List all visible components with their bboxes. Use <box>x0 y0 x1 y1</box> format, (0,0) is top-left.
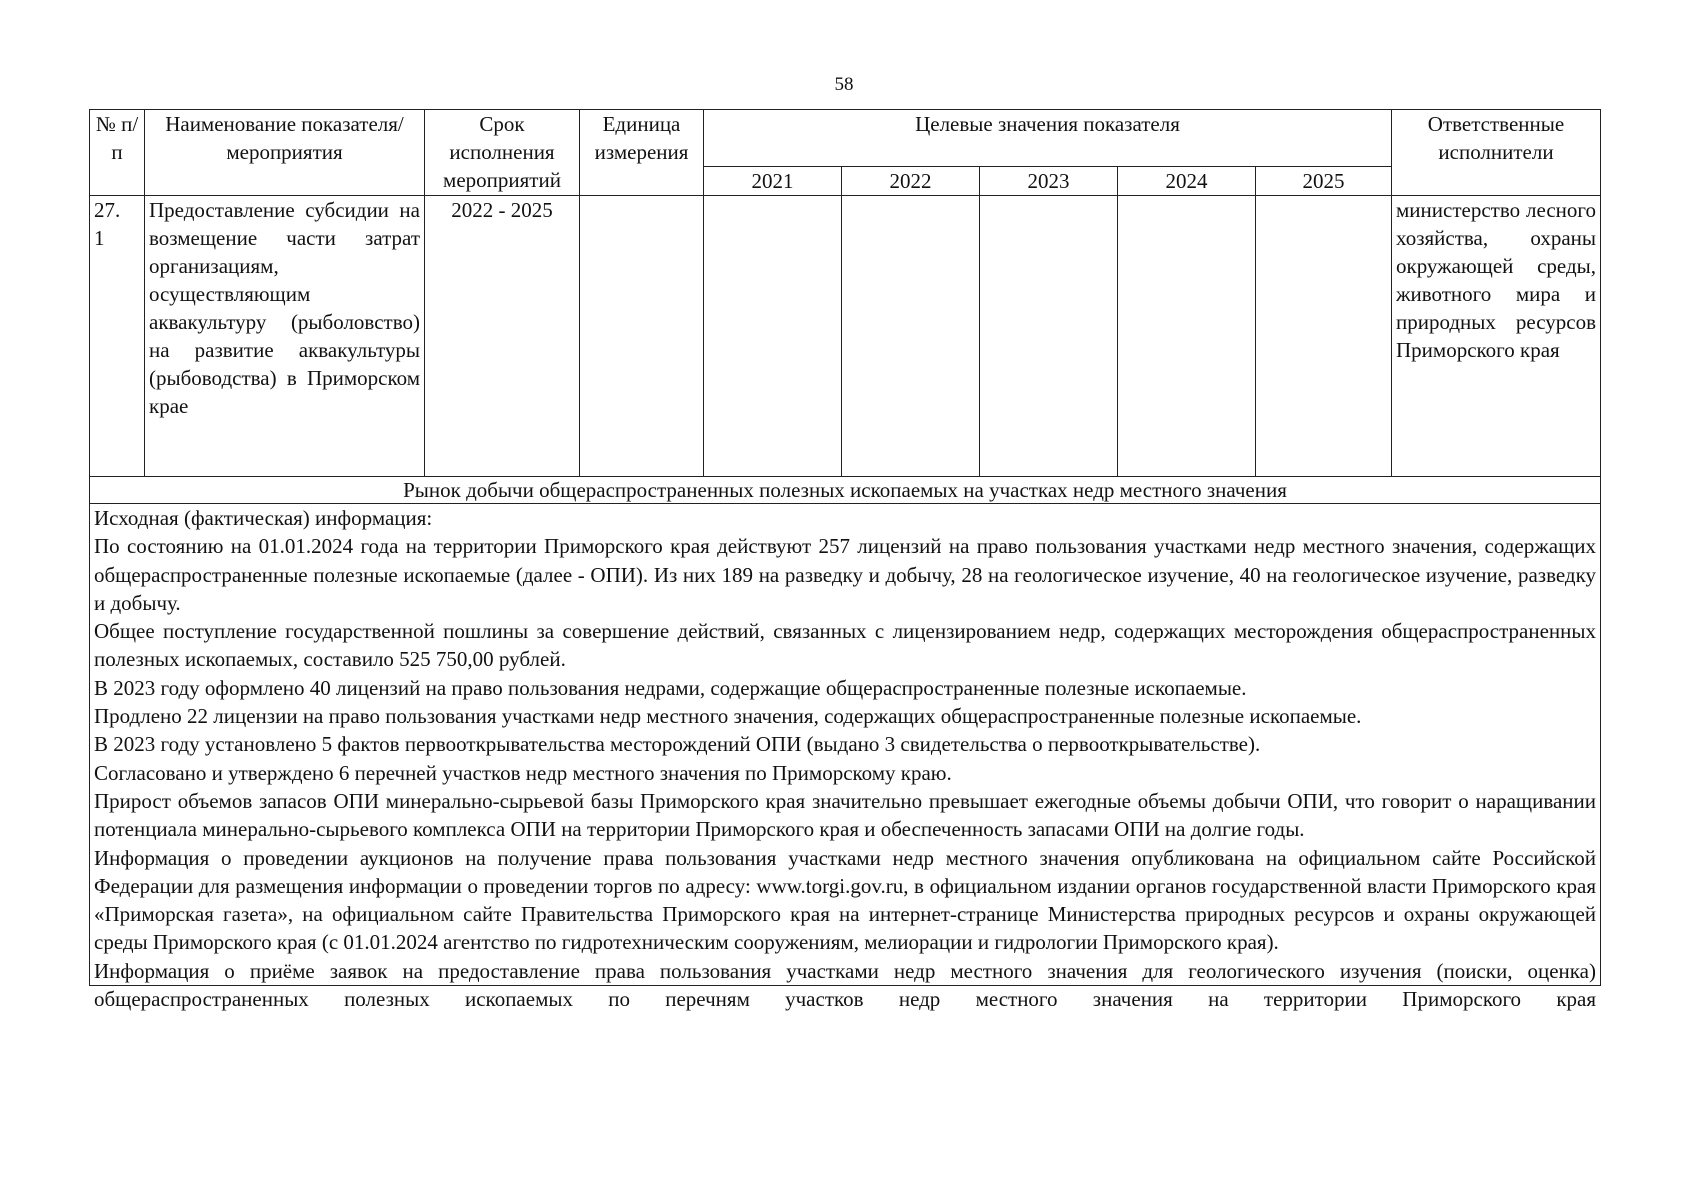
header-row <box>90 110 1601 167</box>
info-paragraph: Согласовано и утверждено 6 перечней участков недр местного значения по Приморскому краю. <box>94 760 952 785</box>
row-responsible: министерство лесного хозяйства, охраны окружающей среды, животного мира и природных ресурсов Приморского края <box>1392 196 1601 477</box>
row-unit <box>580 196 704 477</box>
row-value <box>842 196 980 477</box>
info-paragraph: Информация о проведении аукционов на получение права пользования участками недр местного значения опубликована на официальном сайте Российской Федерации для размещения информации о проведении торгов по адресу: www.torgi.gov.ru, в официальном издании органов государственной власти Приморского края «Приморская газета», на официальном сайте Правительства Приморского края на интернет-странице Министерства природных ресурсов и охраны окружающей среды Приморского края (с 01.01.2024 агентство по гидротехническим сооружениям, мелиорации и гидрологии Приморского края). <box>94 845 1596 955</box>
row-term: 2022 - 2025 <box>425 196 580 477</box>
info-cell <box>90 504 1601 1012</box>
header-responsible: Ответственные исполнители <box>1392 110 1601 196</box>
info-paragraph: Информация о приёме заявок на предоставление права пользования участками недр местного значения для геологического изучения (поиски, оценка) общераспространенных полезных ископаемых по перечням участков недр местного значения на территории Приморского края <box>94 958 1596 1012</box>
info-paragraph: Общее поступление государственной пошлины за совершение действий, связанных с лицензированием недр, содержащих месторождения общераспространенных полезных ископаемых, составило 525 750,00 рублей. <box>94 619 1596 672</box>
header-year: 2023 <box>980 167 1118 196</box>
table-row <box>90 196 1601 477</box>
section-title: Рынок добычи общераспространенных полезных ископаемых на участках недр местного значения <box>90 477 1601 504</box>
header-year: 2024 <box>1118 167 1256 196</box>
header-year: 2022 <box>842 167 980 196</box>
info-paragraph: Продлено 22 лицензии на право пользования участками недр местного значения, содержащих общераспространенные полезные ископаемые. <box>94 704 1362 729</box>
header-targets: Целевые значения показателя <box>704 110 1392 167</box>
info-paragraph: По состоянию на 01.01.2024 года на территории Приморского края действуют 257 лицензий на право пользования участками недр местного значения, содержащих общераспространенные полезные ископаемые (далее - ОПИ). Из них 189 на разведку и добычу, 28 на геологическое изучение, 40 на геологическое изучение, разведку и добычу. <box>94 534 1596 615</box>
page-number: 58 <box>834 74 854 95</box>
row-value <box>704 196 842 477</box>
header-name: Наименование показателя/мероприятия <box>145 110 425 196</box>
header-term: Срок исполнения мероприятий <box>425 110 580 196</box>
info-paragraph: Прирост объемов запасов ОПИ минерально-сырьевой базы Приморского края значительно превышает ежегодные объемы добычи ОПИ, что говорит о наращивании потенциала минерально-сырьевого комплекса ОПИ на территории Приморского края и обеспеченность запасами ОПИ на долгие годы. <box>94 788 1596 842</box>
row-value <box>1118 196 1256 477</box>
header-unit: Единица измерения <box>580 110 704 196</box>
row-value <box>1256 196 1392 477</box>
header-year: 2021 <box>704 167 842 196</box>
program-table <box>89 109 1601 1012</box>
row-name: Предоставление субсидии на возмещение части затрат организациям, осуществляющим аквакультуру (рыболовство) на развитие аквакультуры (рыбоводства) в Приморском крае <box>145 196 425 477</box>
row-value <box>980 196 1118 477</box>
section-row <box>90 477 1601 504</box>
info-paragraph: В 2023 году установлено 5 фактов первооткрывательства месторождений ОПИ (выдано 3 свидетельства о первооткрывательстве). <box>94 732 1261 757</box>
info-row <box>90 504 1601 986</box>
info-paragraph: Исходная (фактическая) информация: <box>94 506 433 530</box>
header-year: 2025 <box>1256 167 1392 196</box>
row-num: 27. 1 <box>90 196 145 477</box>
header-num: № п/п <box>90 110 145 196</box>
info-paragraph: В 2023 году оформлено 40 лицензий на право пользования недрами, содержащие общераспространенные полезные ископаемые. <box>94 675 1247 700</box>
